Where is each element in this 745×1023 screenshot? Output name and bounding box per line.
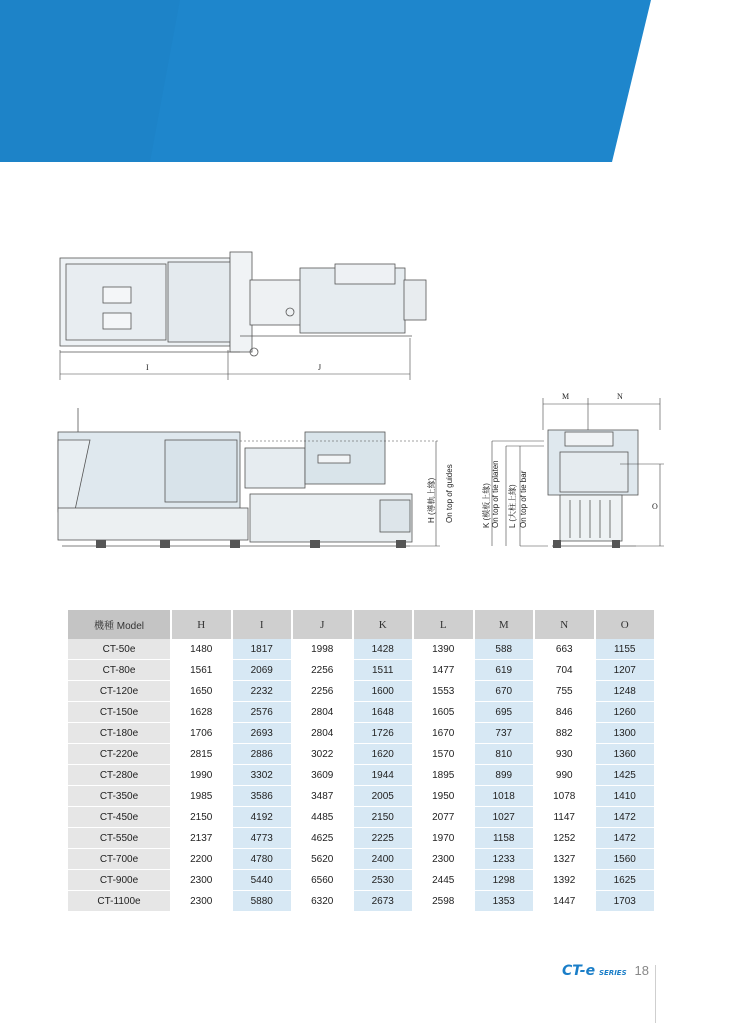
value-cell-l: 2598 — [414, 891, 475, 912]
value-cell-k: 1428 — [354, 639, 415, 660]
value-cell-j: 2804 — [293, 702, 354, 723]
value-cell-l: 1895 — [414, 765, 475, 786]
value-cell-m: 1353 — [475, 891, 536, 912]
value-cell-i: 4780 — [233, 849, 294, 870]
end-view-drawing — [548, 430, 638, 546]
model-cell: CT-50e — [68, 639, 172, 660]
model-cell: CT-350e — [68, 786, 172, 807]
dim-label-l: L (大柱上緣) — [508, 484, 517, 528]
model-cell: CT-80e — [68, 660, 172, 681]
table-header-k: K — [354, 610, 415, 639]
model-cell: CT-1100e — [68, 891, 172, 912]
value-cell-o: 1625 — [596, 870, 657, 891]
table-header-i: I — [233, 610, 294, 639]
value-cell-h: 2300 — [172, 891, 233, 912]
value-cell-m: 1233 — [475, 849, 536, 870]
value-cell-n: 846 — [535, 702, 596, 723]
value-cell-i: 4192 — [233, 807, 294, 828]
value-cell-i: 2886 — [233, 744, 294, 765]
table-row — [68, 786, 656, 807]
table-row — [68, 849, 656, 870]
value-cell-m: 695 — [475, 702, 536, 723]
value-cell-l: 2300 — [414, 849, 475, 870]
value-cell-h: 1706 — [172, 723, 233, 744]
table-header-model: 機種 Model — [68, 610, 172, 639]
table-row — [68, 765, 656, 786]
value-cell-m: 737 — [475, 723, 536, 744]
value-cell-n: 663 — [535, 639, 596, 660]
dim-label-h-en: On top of guides — [445, 464, 454, 523]
table-row — [68, 681, 656, 702]
value-cell-h: 1650 — [172, 681, 233, 702]
value-cell-j: 4485 — [293, 807, 354, 828]
value-cell-h: 1628 — [172, 702, 233, 723]
value-cell-k: 1944 — [354, 765, 415, 786]
value-cell-o: 1300 — [596, 723, 657, 744]
dim-label-k-en: On top of tie platen — [491, 460, 500, 528]
value-cell-n: 1147 — [535, 807, 596, 828]
value-cell-n: 1327 — [535, 849, 596, 870]
value-cell-i: 2069 — [233, 660, 294, 681]
model-cell: CT-180e — [68, 723, 172, 744]
value-cell-n: 704 — [535, 660, 596, 681]
value-cell-i: 2232 — [233, 681, 294, 702]
value-cell-h: 2300 — [172, 870, 233, 891]
machine-dimension-drawings — [0, 200, 745, 590]
dim-label-i: I — [146, 363, 149, 372]
value-cell-h: 2815 — [172, 744, 233, 765]
value-cell-m: 1027 — [475, 807, 536, 828]
table-header-h: H — [172, 610, 233, 639]
dim-label-k: K (模板上緣) — [482, 483, 491, 528]
value-cell-o: 1472 — [596, 807, 657, 828]
value-cell-k: 2225 — [354, 828, 415, 849]
value-cell-n: 1252 — [535, 828, 596, 849]
table-header-n: N — [535, 610, 596, 639]
model-cell: CT-120e — [68, 681, 172, 702]
value-cell-j: 2804 — [293, 723, 354, 744]
table-header-o: O — [596, 610, 657, 639]
value-cell-m: 810 — [475, 744, 536, 765]
table-row — [68, 891, 656, 912]
value-cell-n: 1392 — [535, 870, 596, 891]
value-cell-l: 1605 — [414, 702, 475, 723]
header-banner — [0, 0, 745, 162]
page-footer — [562, 962, 649, 979]
dim-label-n: N — [617, 392, 623, 401]
value-cell-o: 1472 — [596, 828, 657, 849]
value-cell-h: 1480 — [172, 639, 233, 660]
brand-logo: CT-e — [562, 963, 596, 979]
model-cell: CT-900e — [68, 870, 172, 891]
value-cell-i: 2576 — [233, 702, 294, 723]
value-cell-k: 1648 — [354, 702, 415, 723]
value-cell-l: 1553 — [414, 681, 475, 702]
value-cell-o: 1260 — [596, 702, 657, 723]
value-cell-j: 3609 — [293, 765, 354, 786]
value-cell-l: 1570 — [414, 744, 475, 765]
value-cell-j: 6560 — [293, 870, 354, 891]
value-cell-i: 3302 — [233, 765, 294, 786]
top-view-drawing — [60, 252, 426, 356]
value-cell-k: 1620 — [354, 744, 415, 765]
value-cell-n: 1078 — [535, 786, 596, 807]
dim-label-h: H (導軌上緣) — [427, 477, 436, 523]
value-cell-j: 2256 — [293, 681, 354, 702]
value-cell-j: 4625 — [293, 828, 354, 849]
model-cell: CT-550e — [68, 828, 172, 849]
table-row — [68, 744, 656, 765]
dim-label-j: J — [318, 363, 322, 372]
value-cell-n: 930 — [535, 744, 596, 765]
value-cell-l: 1390 — [414, 639, 475, 660]
table-header-j: J — [293, 610, 354, 639]
table-header-m: M — [475, 610, 536, 639]
value-cell-n: 1447 — [535, 891, 596, 912]
value-cell-l: 2445 — [414, 870, 475, 891]
value-cell-k: 2005 — [354, 786, 415, 807]
value-cell-l: 2077 — [414, 807, 475, 828]
brand-series-label: SERIES — [598, 969, 627, 977]
value-cell-i: 4773 — [233, 828, 294, 849]
value-cell-i: 3586 — [233, 786, 294, 807]
value-cell-j: 1998 — [293, 639, 354, 660]
value-cell-k: 2673 — [354, 891, 415, 912]
value-cell-h: 1990 — [172, 765, 233, 786]
table-row — [68, 660, 656, 681]
value-cell-n: 755 — [535, 681, 596, 702]
value-cell-h: 2137 — [172, 828, 233, 849]
table-row — [68, 639, 656, 660]
value-cell-i: 5880 — [233, 891, 294, 912]
value-cell-o: 1207 — [596, 660, 657, 681]
footer-divider — [655, 965, 656, 1023]
value-cell-o: 1560 — [596, 849, 657, 870]
value-cell-i: 5440 — [233, 870, 294, 891]
value-cell-m: 899 — [475, 765, 536, 786]
table-row — [68, 828, 656, 849]
value-cell-j: 2256 — [293, 660, 354, 681]
value-cell-i: 2693 — [233, 723, 294, 744]
value-cell-o: 1703 — [596, 891, 657, 912]
value-cell-m: 619 — [475, 660, 536, 681]
dimension-table — [68, 610, 656, 912]
value-cell-i: 1817 — [233, 639, 294, 660]
value-cell-m: 1158 — [475, 828, 536, 849]
model-cell: CT-450e — [68, 807, 172, 828]
value-cell-l: 1670 — [414, 723, 475, 744]
dim-label-l-en: On top of tie bar — [519, 470, 528, 528]
table-header-l: L — [414, 610, 475, 639]
model-cell: CT-220e — [68, 744, 172, 765]
value-cell-m: 670 — [475, 681, 536, 702]
value-cell-m: 1018 — [475, 786, 536, 807]
value-cell-k: 2150 — [354, 807, 415, 828]
model-cell: CT-700e — [68, 849, 172, 870]
side-view-drawing — [58, 408, 412, 546]
model-cell: CT-150e — [68, 702, 172, 723]
value-cell-k: 2530 — [354, 870, 415, 891]
value-cell-l: 1477 — [414, 660, 475, 681]
table-row — [68, 807, 656, 828]
value-cell-k: 1726 — [354, 723, 415, 744]
value-cell-j: 6320 — [293, 891, 354, 912]
value-cell-o: 1410 — [596, 786, 657, 807]
value-cell-m: 1298 — [475, 870, 536, 891]
table-row — [68, 870, 656, 891]
value-cell-m: 588 — [475, 639, 536, 660]
value-cell-l: 1950 — [414, 786, 475, 807]
value-cell-k: 1600 — [354, 681, 415, 702]
value-cell-j: 3487 — [293, 786, 354, 807]
value-cell-j: 5620 — [293, 849, 354, 870]
value-cell-h: 1985 — [172, 786, 233, 807]
value-cell-o: 1155 — [596, 639, 657, 660]
value-cell-o: 1248 — [596, 681, 657, 702]
value-cell-n: 882 — [535, 723, 596, 744]
table-row — [68, 702, 656, 723]
value-cell-h: 2150 — [172, 807, 233, 828]
value-cell-o: 1425 — [596, 765, 657, 786]
model-cell: CT-280e — [68, 765, 172, 786]
value-cell-o: 1360 — [596, 744, 657, 765]
value-cell-l: 1970 — [414, 828, 475, 849]
table-header-row — [68, 610, 656, 639]
value-cell-k: 2400 — [354, 849, 415, 870]
dim-label-m: M — [562, 392, 570, 401]
table-row — [68, 723, 656, 744]
value-cell-n: 990 — [535, 765, 596, 786]
value-cell-j: 3022 — [293, 744, 354, 765]
value-cell-k: 1511 — [354, 660, 415, 681]
value-cell-h: 1561 — [172, 660, 233, 681]
table-body — [68, 639, 656, 912]
dim-label-o: O — [652, 502, 658, 511]
page-number: 18 — [634, 963, 649, 978]
value-cell-h: 2200 — [172, 849, 233, 870]
